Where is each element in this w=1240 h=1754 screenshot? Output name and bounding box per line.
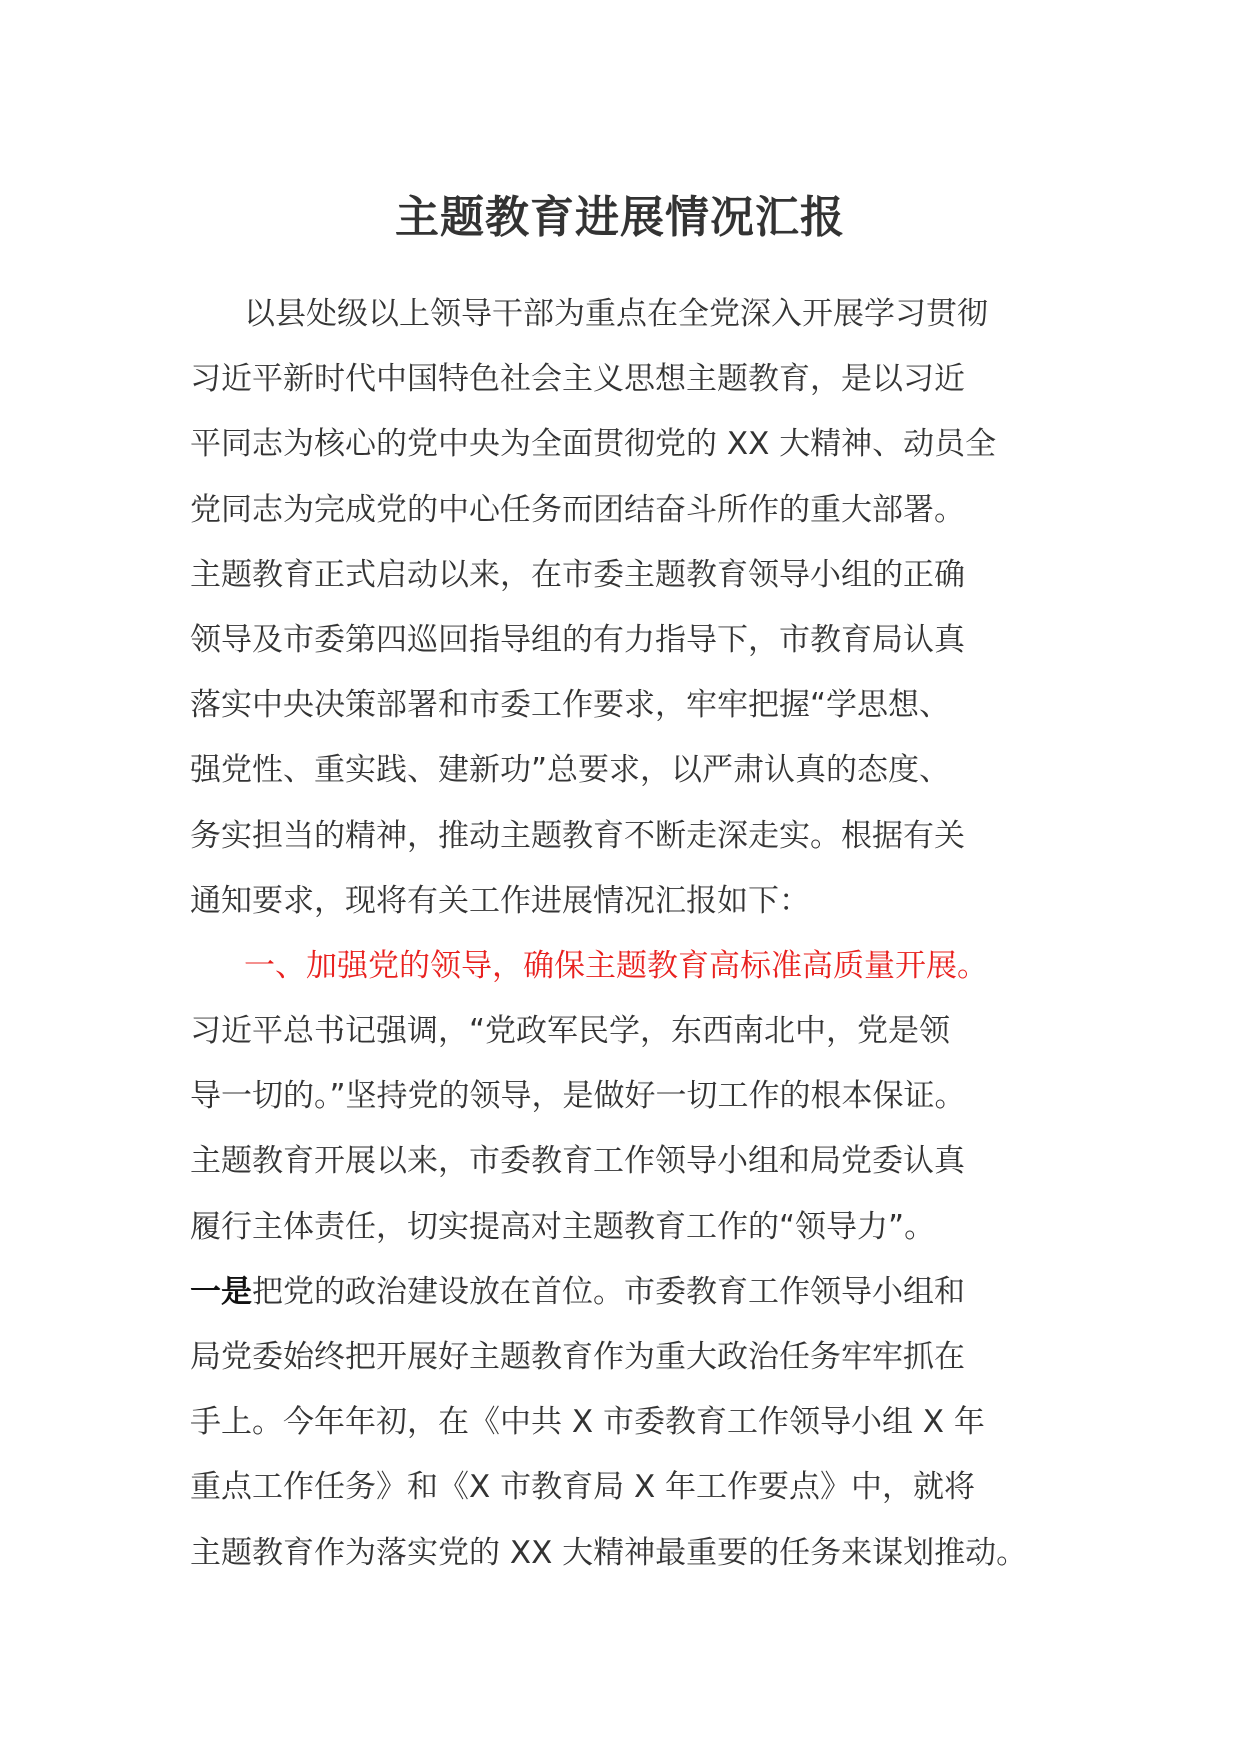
paragraph-line: 平同志为核心的党中央为全面贯彻党的 XX 大精神、动员全	[190, 426, 997, 463]
paragraph-line: 重点工作任务》和《X 市教育局 X 年工作要点》中，就将	[190, 1469, 976, 1506]
paragraph-line: 党同志为完成党的中心任务而团结奋斗所作的重大部署。	[190, 491, 965, 528]
paragraph-line: 以县处级以上领导干部为重点在全党深入开展学习贯彻	[244, 296, 988, 332]
paragraph-line: 通知要求，现将有关工作进展情况汇报如下：	[190, 882, 810, 919]
paragraph-line: 手上。今年年初，在《中共 X 市委教育工作领导小组 X 年	[190, 1404, 985, 1441]
paragraph-line: 领导及市委第四巡回指导组的有力指导下，市教育局认真	[190, 621, 965, 658]
paragraph-line: 主题教育作为落实党的 XX 大精神最重要的任务来谋划推动。	[190, 1534, 1028, 1571]
paragraph-line: 主题教育正式启动以来，在市委主题教育领导小组的正确	[190, 556, 965, 593]
document-title: 主题教育进展情况汇报	[395, 192, 845, 243]
section-heading: 一、加强党的领导，确保主题教育高标准高质量开展。	[244, 947, 988, 984]
paragraph-line: 习近平总书记强调，“党政军民学，东西南北中，党是领	[190, 1013, 951, 1050]
paragraph-line: 落实中央决策部署和市委工作要求，牢牢把握“学思想、	[190, 687, 951, 724]
paragraph-line: 导一切的。”坚持党的领导，是做好一切工作的根本保证。	[190, 1078, 966, 1115]
paragraph-line: 主题教育开展以来，市委教育工作领导小组和局党委认真	[190, 1143, 965, 1180]
paragraph-line: 务实担当的精神，推动主题教育不断走深走实。根据有关	[190, 817, 965, 854]
paragraph-line: 履行主体责任，切实提高对主题教育工作的“领导力”。	[190, 1208, 936, 1245]
document-body	[190, 282, 1070, 1586]
paragraph-line: 习近平新时代中国特色社会主义思想主题教育，是以习近	[190, 361, 965, 398]
point-line	[190, 1260, 1070, 1325]
point-label: 一是	[190, 1273, 252, 1310]
point-text: 把党的政治建设放在首位。市委教育工作领导小组和	[252, 1273, 965, 1310]
paragraph-line: 局党委始终把开展好主题教育作为重大政治任务牢牢抓在	[190, 1339, 965, 1375]
paragraph-line: 强党性、重实践、建新功”总要求，以严肃认真的态度、	[190, 752, 951, 789]
